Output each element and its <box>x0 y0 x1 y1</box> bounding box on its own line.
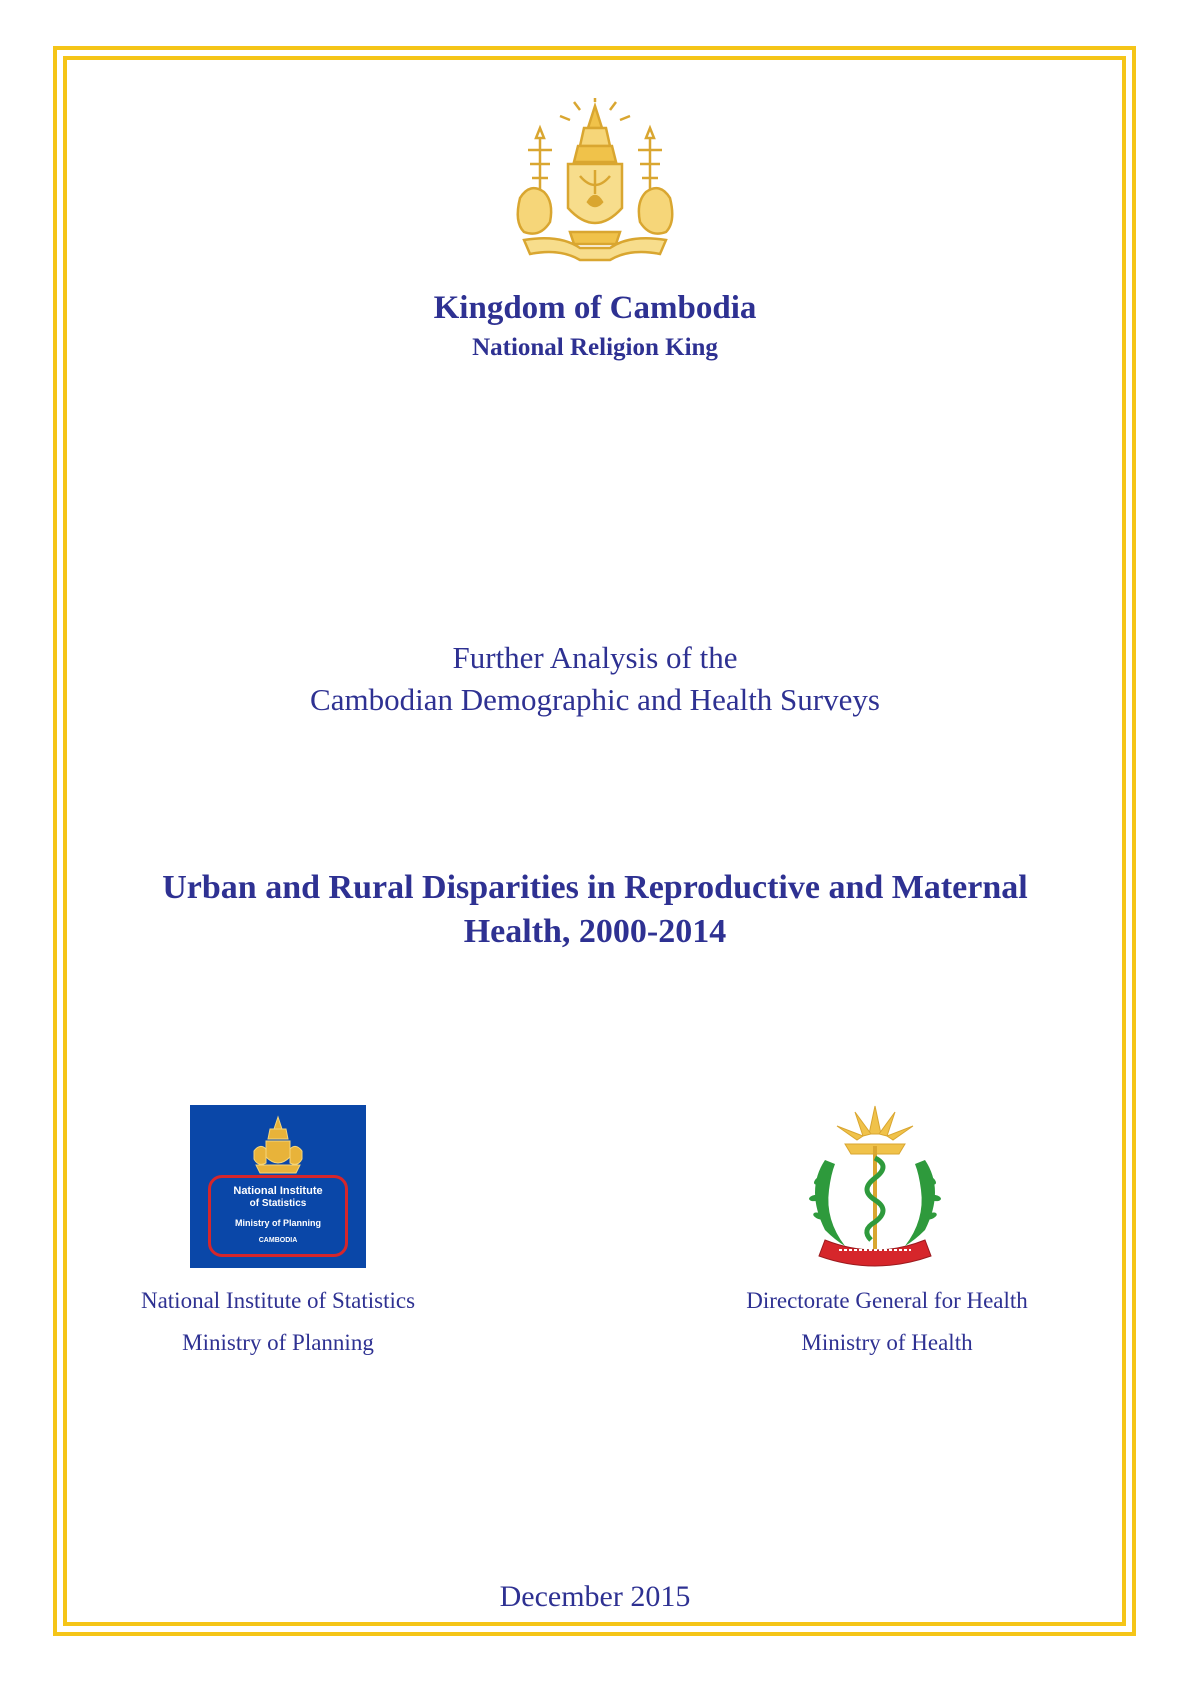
moh-logo-icon <box>795 1100 955 1270</box>
report-title-line2: Health, 2000-2014 <box>463 913 727 950</box>
series-title-line2: Cambodian Demographic and Health Surveys <box>310 682 880 717</box>
nis-logo-line2: of Statistics <box>249 1198 307 1209</box>
series-title-line1: Further Analysis of the <box>452 640 738 675</box>
left-publisher-org: National Institute of Statistics <box>140 1288 416 1313</box>
country-name: Kingdom of Cambodia <box>433 290 757 326</box>
nis-logo-icon <box>190 1105 366 1268</box>
right-publisher-org: Directorate General for Health <box>746 1288 1028 1313</box>
nis-logo-line3: Ministry of Planning <box>234 1218 321 1228</box>
right-publisher-ministry: Ministry of Health <box>801 1330 973 1355</box>
report-title-line1: Urban and Rural Disparities in Reproductive and Maternal <box>162 869 1028 906</box>
national-motto: National Religion King <box>472 334 718 361</box>
royal-arms-icon <box>510 98 680 270</box>
left-publisher-ministry: Ministry of Planning <box>182 1330 374 1355</box>
publication-date: December 2015 <box>499 1580 691 1613</box>
nis-logo-line1: National Institute <box>233 1185 323 1197</box>
nis-logo-line4: CAMBODIA <box>258 1237 298 1244</box>
nis-emblem-icon <box>248 1115 308 1175</box>
